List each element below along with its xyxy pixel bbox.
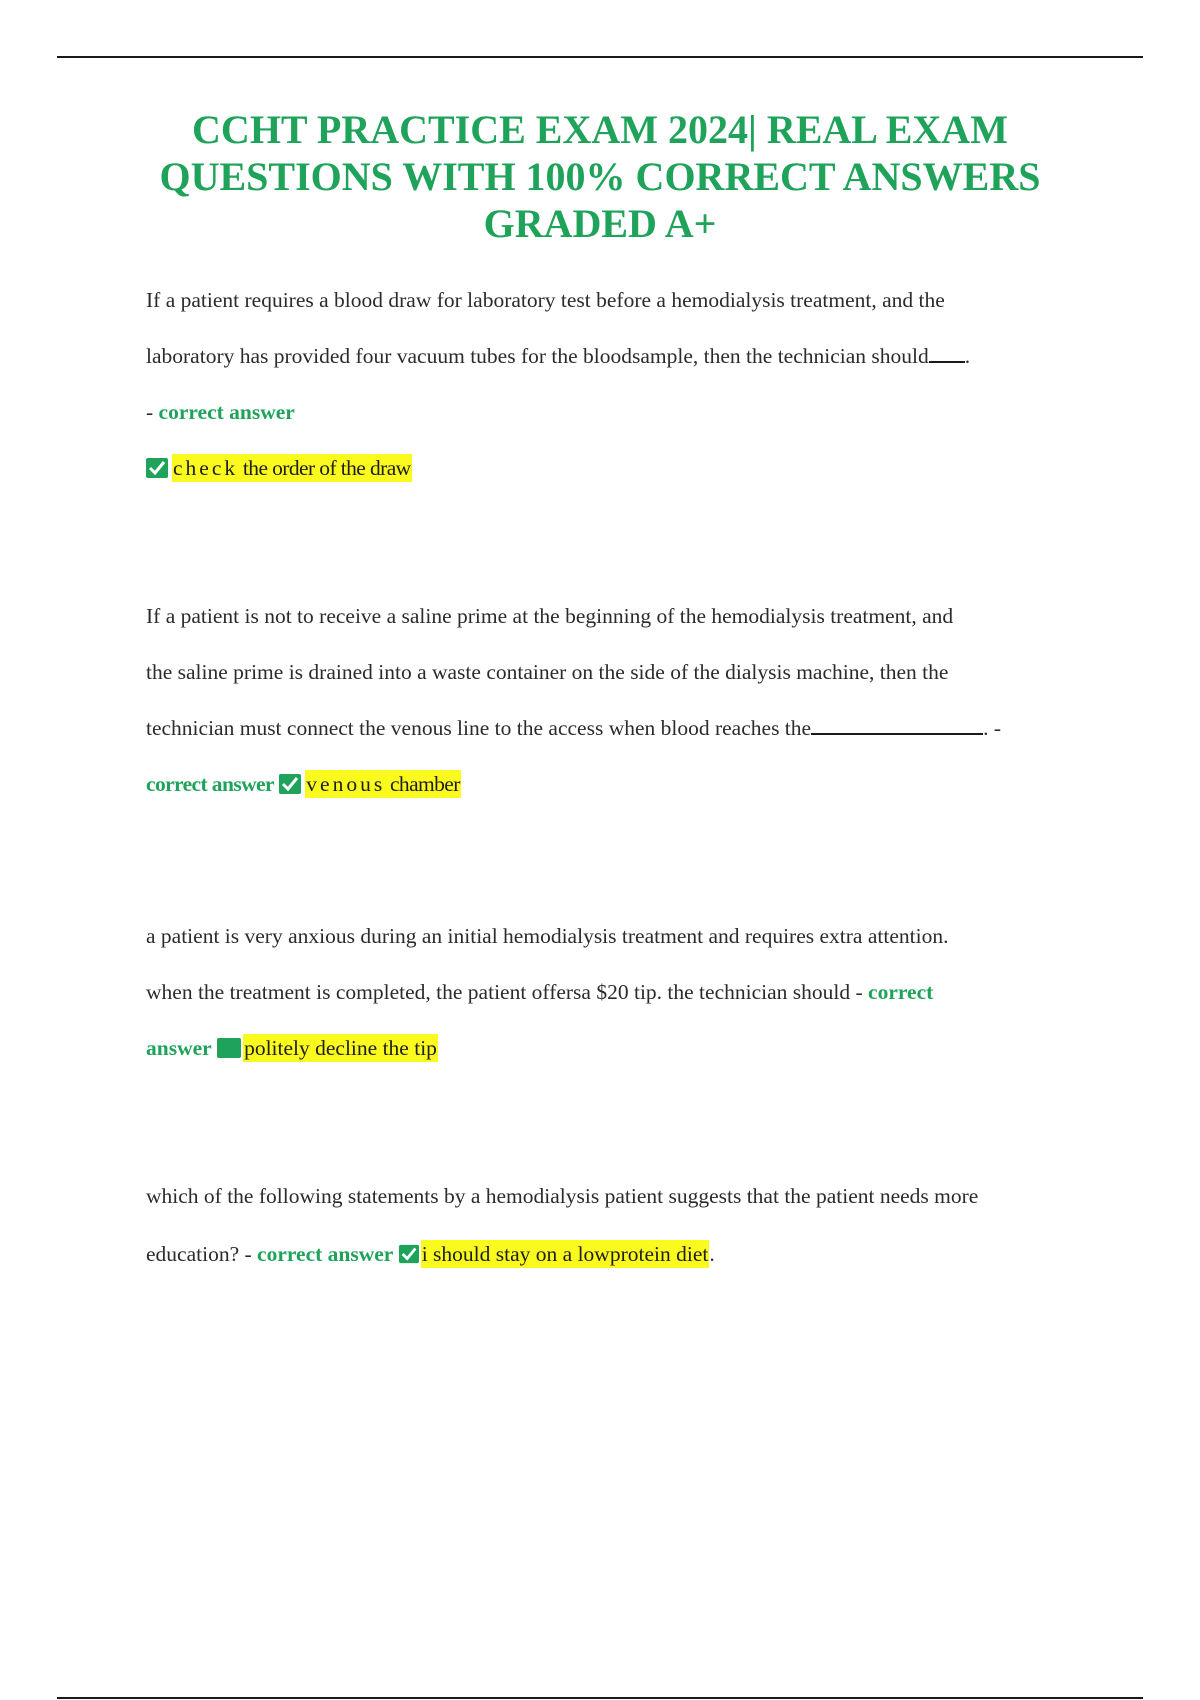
correct-answer-label: correct answer bbox=[146, 772, 274, 796]
check-icon bbox=[146, 458, 168, 478]
answer-text-spaced: check bbox=[173, 456, 239, 480]
question-1-line-2 bbox=[146, 328, 1086, 384]
question-3 bbox=[146, 908, 1086, 1076]
question-4 bbox=[146, 1168, 1086, 1284]
title-line-3: GRADED A+ bbox=[483, 201, 717, 246]
question-2 bbox=[146, 588, 1086, 812]
question-1-period: . bbox=[964, 344, 971, 368]
bottom-rule bbox=[57, 1697, 1143, 1699]
question-3-line-1: a patient is very anxious during an initial hemodialysis treatment and requires extra attention. bbox=[146, 924, 949, 948]
question-4-answer-line bbox=[146, 1224, 1086, 1284]
title-line-1: CCHT PRACTICE EXAM 2024| REAL EXAM bbox=[192, 107, 1008, 152]
question-2-end: . - bbox=[983, 716, 1001, 740]
correct-answer-label: correct answer bbox=[158, 400, 295, 424]
question-4-text: education? - bbox=[146, 1242, 258, 1266]
answer-blank bbox=[811, 715, 983, 735]
question-4-line-1: which of the following statements by a hemodialysis patient suggests that the patient needs more bbox=[146, 1184, 979, 1208]
answer-blank bbox=[929, 343, 965, 363]
question-2-line-2: the saline prime is drained into a waste container on the side of the dialysis machine, then the bbox=[146, 660, 949, 684]
question-3-answer-line bbox=[146, 1020, 1086, 1076]
answer-highlight bbox=[305, 770, 461, 798]
check-icon bbox=[279, 774, 301, 794]
green-square-icon bbox=[217, 1038, 241, 1058]
title-line-2: QUESTIONS WITH 100% CORRECT ANSWERS bbox=[159, 154, 1041, 199]
answer-text-spaced: venous bbox=[306, 772, 386, 796]
answer-highlight: i should stay on a lowprotein diet bbox=[421, 1242, 709, 1266]
correct-label-part-2: answer bbox=[146, 1036, 212, 1060]
correct-answer-label: correct answer bbox=[257, 1242, 394, 1266]
question-3-line-2 bbox=[146, 964, 1086, 1020]
question-4-period: . bbox=[709, 1242, 715, 1266]
answer-text: chamber bbox=[385, 772, 460, 796]
check-icon bbox=[399, 1244, 419, 1264]
question-3-text: when the treatment is completed, the patient offersa $20 tip. the technician should - bbox=[146, 980, 869, 1004]
question-2-text: technician must connect the venous line to the access when blood reaches the bbox=[146, 716, 812, 740]
question-1-text: laboratory has provided four vacuum tubes for the bloodsample, then the technician should bbox=[146, 344, 929, 368]
dash: - bbox=[146, 400, 159, 424]
answer-text: the order of the draw bbox=[238, 456, 411, 480]
answer-highlight bbox=[172, 454, 412, 482]
question-1 bbox=[146, 272, 1086, 496]
question-2-line-1: If a patient is not to receive a saline prime at the beginning of the hemodialysis treatment, and bbox=[146, 604, 954, 628]
question-1-answer-line bbox=[146, 440, 1086, 496]
question-1-answer-label-line bbox=[146, 384, 1086, 440]
top-rule bbox=[57, 56, 1143, 58]
question-1-line-1: If a patient requires a blood draw for laboratory test before a hemodialysis treatment, and the bbox=[146, 288, 945, 312]
correct-label-part-1: correct bbox=[868, 980, 934, 1004]
page-title bbox=[100, 106, 1100, 247]
question-2-answer-line bbox=[146, 756, 1086, 812]
question-2-line-3 bbox=[146, 700, 1086, 756]
answer-highlight: politely decline the tip bbox=[244, 1036, 437, 1060]
